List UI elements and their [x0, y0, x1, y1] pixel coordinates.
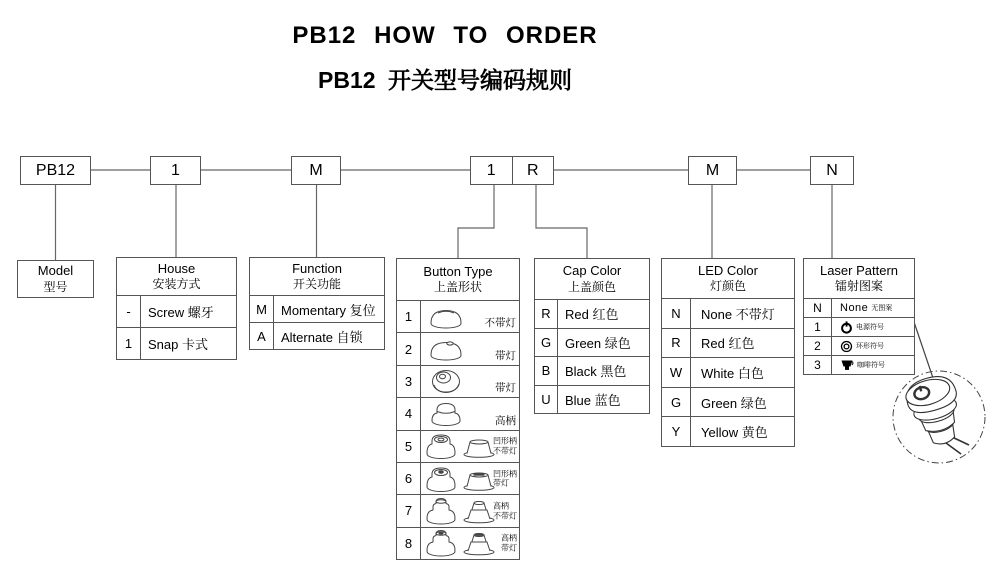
table-row [662, 358, 794, 388]
button-type-table [396, 258, 520, 560]
table-row [804, 337, 914, 356]
table-row [397, 431, 519, 463]
house-label: Screw 螺牙 [148, 305, 214, 320]
coffee-icon [840, 359, 854, 372]
code-box-led [688, 156, 737, 185]
button-type-label: 凹形柄 [493, 436, 517, 446]
concave-lit-pair-icon [425, 465, 497, 493]
button-type-label: 高柄 [501, 533, 517, 543]
table-row [535, 386, 649, 414]
model-title-en: Model [37, 262, 74, 278]
led-color-label: Green 绿色 [701, 395, 767, 411]
table-row [117, 328, 236, 359]
cap-color-title-zh: 上盖颜色 [567, 279, 616, 294]
function-label: Alternate 自锁 [281, 329, 363, 345]
cap-color-label: Blue 蓝色 [565, 392, 621, 408]
code-laser-pattern: N [826, 161, 838, 179]
button-type-label2: 不带灯 [493, 446, 517, 456]
table-row [117, 296, 236, 328]
table-row [535, 329, 649, 358]
house-header [117, 258, 236, 296]
table-row [397, 333, 519, 365]
code-box-house [150, 156, 201, 185]
laser-pattern-code: N [804, 299, 832, 317]
button-type-code: 3 [397, 366, 421, 397]
table-row [397, 495, 519, 527]
button-type-code: 4 [397, 398, 421, 429]
button-type-label: 高柄 [495, 414, 516, 427]
table-row [250, 296, 384, 323]
button-type-code: 1 [397, 301, 421, 332]
table-row [804, 318, 914, 337]
button-type-label: 不带灯 [484, 317, 516, 330]
page-title-zh: PB12 开关型号编码规则 [318, 67, 572, 93]
product-button-body [902, 371, 969, 450]
led-color-code: W [662, 358, 691, 387]
code-box-button-cap [470, 156, 554, 185]
laser-pattern-title-en: Laser Pattern [819, 262, 899, 278]
cap-color-code: B [535, 357, 558, 385]
cap-color-code: R [535, 300, 558, 328]
code-house: 1 [171, 161, 180, 179]
led-color-label: None 不带灯 [701, 306, 775, 322]
cap-color-title-en: Cap Color [562, 263, 622, 279]
button-type-label2: 带灯 [493, 478, 509, 488]
code-box-function [291, 156, 341, 185]
power-icon [840, 321, 853, 334]
led-color-label: White 白色 [701, 365, 764, 381]
led-color-label: Red 红色 [701, 336, 755, 352]
code-function: M [309, 161, 323, 179]
function-table [249, 257, 385, 350]
table-row [397, 528, 519, 559]
table-row [662, 329, 794, 359]
function-label: Momentary 复位 [281, 302, 376, 318]
table-row [250, 323, 384, 349]
laser-pattern-title-zh: 镭射图案 [834, 279, 883, 294]
high-lit-pair-icon [425, 529, 497, 557]
table-row [397, 463, 519, 495]
button-type-title-zh: 上盖形状 [433, 280, 482, 295]
cap-color-header [535, 259, 649, 300]
function-title-zh: 开关功能 [292, 277, 341, 292]
table-row [662, 417, 794, 446]
button-type-code: 5 [397, 431, 421, 462]
laser-pattern-header [804, 259, 914, 299]
concave-pair-icon [425, 432, 497, 460]
cap-color-label: Green 绿色 [565, 335, 631, 351]
table-row [397, 366, 519, 398]
code-box-laser [810, 156, 854, 185]
button-type-label: 凹形柄 [493, 468, 517, 478]
table-row [397, 301, 519, 333]
led-color-code: N [662, 299, 691, 328]
led-color-title-en: LED Color [698, 262, 758, 278]
led-color-title-zh: 灯颜色 [709, 279, 746, 294]
table-row [662, 299, 794, 329]
dome-flat-icon [425, 304, 469, 330]
led-color-code: G [662, 388, 691, 417]
table-row [397, 398, 519, 430]
laser-pattern-code: 3 [804, 356, 832, 374]
led-color-header [662, 259, 794, 299]
led-color-table [661, 258, 795, 447]
laser-pattern-name: None [840, 302, 869, 314]
button-type-code: 8 [397, 528, 421, 559]
dome-high-icon [425, 400, 469, 427]
led-color-label: Yellow 黄色 [701, 425, 768, 441]
button-type-header [397, 259, 519, 301]
cap-color-label: Black 黑色 [565, 364, 627, 380]
model-title-zh: 型号 [43, 279, 68, 294]
laser-pattern-label: 无图案 [871, 305, 893, 312]
button-type-label2: 带灯 [501, 543, 517, 553]
function-header [250, 258, 384, 296]
laser-pattern-code: 2 [804, 337, 832, 355]
cap-color-table [534, 258, 650, 414]
code-led-color: M [705, 161, 720, 179]
house-label: Snap 卡式 [148, 337, 208, 352]
button-type-title-en: Button Type [423, 263, 493, 279]
laser-pattern-table [803, 258, 915, 375]
page-title-en: PB12 HOW TO ORDER [292, 22, 598, 49]
house-code: 1 [117, 328, 141, 359]
dome-lens-icon [425, 336, 469, 362]
button-type-code: 2 [397, 333, 421, 364]
laser-pattern-label: 咖啡符号 [857, 362, 885, 369]
cap-color-code: G [535, 329, 558, 357]
ring-icon [840, 340, 853, 353]
button-type-code: 6 [397, 463, 421, 494]
led-color-code: R [662, 329, 691, 358]
table-row [535, 300, 649, 329]
laser-pattern-label: 电源符号 [856, 324, 884, 331]
table-row [662, 388, 794, 418]
table-row [804, 356, 914, 374]
code-cap-color: R [512, 157, 554, 184]
cap-color-code: U [535, 386, 558, 414]
function-code: M [250, 296, 274, 322]
code-button-type: 1 [486, 161, 496, 179]
button-type-label: 带灯 [495, 349, 516, 362]
high-pair-icon [425, 497, 497, 525]
button-type-label: 带灯 [495, 382, 516, 395]
function-title-en: Function [292, 260, 342, 276]
laser-pattern-label: 环形符号 [856, 343, 884, 350]
house-code: - [117, 296, 141, 327]
house-table [116, 257, 237, 360]
code-model: PB12 [35, 161, 76, 179]
laser-pattern-code: 1 [804, 318, 832, 336]
code-box-model [20, 156, 91, 185]
house-title-en: House [157, 260, 196, 276]
cap-color-label: Red 红色 [565, 307, 619, 323]
house-title-zh: 安装方式 [152, 277, 201, 292]
button-type-label: 高柄 [493, 501, 509, 511]
model-box [17, 260, 94, 298]
led-color-code: Y [662, 417, 691, 446]
button-type-code: 7 [397, 495, 421, 526]
function-code: A [250, 323, 274, 349]
ring-top-icon [425, 367, 469, 395]
table-row [804, 299, 914, 318]
button-type-label2: 不带灯 [493, 510, 517, 520]
table-row [535, 357, 649, 386]
